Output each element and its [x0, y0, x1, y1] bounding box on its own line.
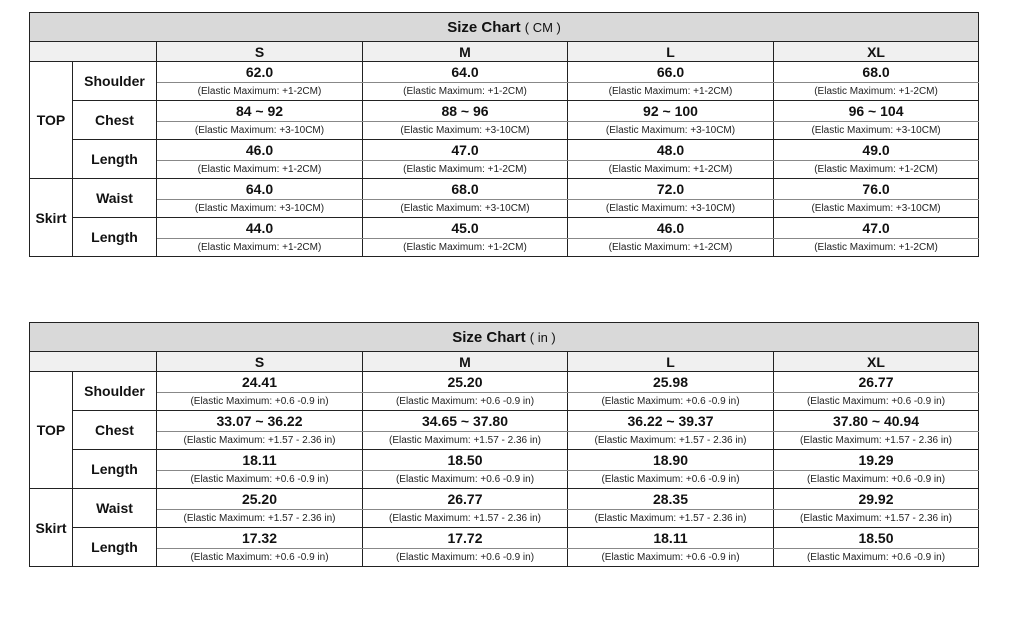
elastic-note: (Elastic Maximum: +0.6 -0.9 in) [774, 393, 979, 411]
measurement-value: 24.41 [157, 372, 363, 393]
measurement-label: Length [73, 218, 157, 257]
header-spacer [30, 352, 157, 372]
table-row-note [30, 239, 979, 257]
size-header-row [30, 352, 979, 372]
measurement-value: 64.0 [157, 179, 363, 200]
size-header: M [363, 42, 568, 62]
group-label: Skirt [30, 489, 73, 567]
elastic-note: (Elastic Maximum: +1.57 - 2.36 in) [568, 432, 774, 450]
measurement-value: 47.0 [363, 140, 568, 161]
table-row-note [30, 122, 979, 140]
elastic-note: (Elastic Maximum: +0.6 -0.9 in) [363, 393, 568, 411]
elastic-note: (Elastic Maximum: +1-2CM) [363, 239, 568, 257]
elastic-note: (Elastic Maximum: +1-2CM) [363, 161, 568, 179]
chart-title: Size Chart [447, 18, 521, 36]
measurement-label: Waist [73, 489, 157, 528]
elastic-note: (Elastic Maximum: +1-2CM) [568, 239, 774, 257]
measurement-value: 47.0 [774, 218, 979, 239]
table-row [30, 140, 979, 161]
measurement-value: 68.0 [363, 179, 568, 200]
size-header: L [568, 42, 774, 62]
table-row-note [30, 200, 979, 218]
elastic-note: (Elastic Maximum: +3-10CM) [568, 122, 774, 140]
elastic-note: (Elastic Maximum: +0.6 -0.9 in) [774, 471, 979, 489]
size-header: XL [774, 352, 979, 372]
elastic-note: (Elastic Maximum: +0.6 -0.9 in) [774, 549, 979, 567]
header-spacer [30, 42, 157, 62]
measurement-value: 44.0 [157, 218, 363, 239]
title-row [30, 323, 979, 352]
measurement-label: Chest [73, 411, 157, 450]
elastic-note: (Elastic Maximum: +1-2CM) [568, 161, 774, 179]
measurement-value: 25.20 [157, 489, 363, 510]
table-row [30, 372, 979, 393]
table-row [30, 489, 979, 510]
elastic-note: (Elastic Maximum: +0.6 -0.9 in) [157, 393, 363, 411]
elastic-note: (Elastic Maximum: +1.57 - 2.36 in) [774, 510, 979, 528]
measurement-value: 25.20 [363, 372, 568, 393]
group-label: Skirt [30, 179, 73, 257]
size-chart-inches [29, 322, 979, 567]
size-chart-body [30, 323, 979, 567]
elastic-note: (Elastic Maximum: +1.57 - 2.36 in) [157, 510, 363, 528]
chart-title: Size Chart [452, 328, 526, 346]
size-chart-cm [29, 12, 979, 257]
chart-title-cell [30, 13, 979, 42]
measurement-value: 46.0 [157, 140, 363, 161]
measurement-value: 26.77 [363, 489, 568, 510]
measurement-value: 37.80 ~ 40.94 [774, 411, 979, 432]
elastic-note: (Elastic Maximum: +1-2CM) [774, 83, 979, 101]
measurement-value: 48.0 [568, 140, 774, 161]
measurement-value: 92 ~ 100 [568, 101, 774, 122]
elastic-note: (Elastic Maximum: +3-10CM) [157, 200, 363, 218]
size-chart-body [30, 13, 979, 257]
table-row-note [30, 510, 979, 528]
measurement-value: 18.50 [363, 450, 568, 471]
group-label: TOP [30, 62, 73, 179]
elastic-note: (Elastic Maximum: +1-2CM) [774, 239, 979, 257]
measurement-value: 84 ~ 92 [157, 101, 363, 122]
table-row-note [30, 432, 979, 450]
elastic-note: (Elastic Maximum: +3-10CM) [774, 200, 979, 218]
table-row [30, 62, 979, 83]
elastic-note: (Elastic Maximum: +1.57 - 2.36 in) [568, 510, 774, 528]
elastic-note: (Elastic Maximum: +1.57 - 2.36 in) [774, 432, 979, 450]
measurement-value: 49.0 [774, 140, 979, 161]
measurement-label: Chest [73, 101, 157, 140]
measurement-value: 17.72 [363, 528, 568, 549]
group-label: TOP [30, 372, 73, 489]
table-row [30, 528, 979, 549]
measurement-value: 18.90 [568, 450, 774, 471]
table-row [30, 101, 979, 122]
measurement-value: 76.0 [774, 179, 979, 200]
chart-unit: ( in ) [529, 329, 556, 345]
measurement-value: 17.32 [157, 528, 363, 549]
table-row-note [30, 393, 979, 411]
size-header: S [157, 42, 363, 62]
measurement-value: 33.07 ~ 36.22 [157, 411, 363, 432]
measurement-value: 19.29 [774, 450, 979, 471]
chart-title-cell [30, 323, 979, 352]
elastic-note: (Elastic Maximum: +1-2CM) [774, 161, 979, 179]
table-row [30, 411, 979, 432]
measurement-value: 64.0 [363, 62, 568, 83]
size-header: L [568, 352, 774, 372]
measurement-value: 45.0 [363, 218, 568, 239]
size-header-row [30, 42, 979, 62]
size-header: S [157, 352, 363, 372]
measurement-value: 34.65 ~ 37.80 [363, 411, 568, 432]
measurement-value: 96 ~ 104 [774, 101, 979, 122]
measurement-label: Length [73, 140, 157, 179]
measurement-value: 28.35 [568, 489, 774, 510]
elastic-note: (Elastic Maximum: +3-10CM) [157, 122, 363, 140]
elastic-note: (Elastic Maximum: +1-2CM) [157, 83, 363, 101]
elastic-note: (Elastic Maximum: +1.57 - 2.36 in) [363, 432, 568, 450]
chart-unit: ( CM ) [524, 19, 561, 35]
measurement-value: 29.92 [774, 489, 979, 510]
measurement-value: 66.0 [568, 62, 774, 83]
elastic-note: (Elastic Maximum: +1-2CM) [157, 161, 363, 179]
measurement-value: 18.11 [157, 450, 363, 471]
size-header: XL [774, 42, 979, 62]
elastic-note: (Elastic Maximum: +0.6 -0.9 in) [157, 549, 363, 567]
table-row [30, 179, 979, 200]
measurement-value: 18.11 [568, 528, 774, 549]
elastic-note: (Elastic Maximum: +0.6 -0.9 in) [157, 471, 363, 489]
table-row [30, 450, 979, 471]
measurement-value: 46.0 [568, 218, 774, 239]
elastic-note: (Elastic Maximum: +1-2CM) [363, 83, 568, 101]
elastic-note: (Elastic Maximum: +0.6 -0.9 in) [568, 471, 774, 489]
elastic-note: (Elastic Maximum: +1-2CM) [568, 83, 774, 101]
elastic-note: (Elastic Maximum: +0.6 -0.9 in) [363, 549, 568, 567]
measurement-value: 26.77 [774, 372, 979, 393]
measurement-label: Length [73, 450, 157, 489]
measurement-value: 88 ~ 96 [363, 101, 568, 122]
table-row-note [30, 83, 979, 101]
measurement-label: Shoulder [73, 62, 157, 101]
elastic-note: (Elastic Maximum: +0.6 -0.9 in) [568, 549, 774, 567]
elastic-note: (Elastic Maximum: +1-2CM) [157, 239, 363, 257]
title-row [30, 13, 979, 42]
measurement-value: 25.98 [568, 372, 774, 393]
elastic-note: (Elastic Maximum: +3-10CM) [363, 122, 568, 140]
table-row-note [30, 549, 979, 567]
measurement-value: 62.0 [157, 62, 363, 83]
elastic-note: (Elastic Maximum: +3-10CM) [774, 122, 979, 140]
table-row [30, 218, 979, 239]
measurement-value: 36.22 ~ 39.37 [568, 411, 774, 432]
table-row-note [30, 471, 979, 489]
elastic-note: (Elastic Maximum: +1.57 - 2.36 in) [363, 510, 568, 528]
elastic-note: (Elastic Maximum: +1.57 - 2.36 in) [157, 432, 363, 450]
elastic-note: (Elastic Maximum: +3-10CM) [568, 200, 774, 218]
measurement-label: Length [73, 528, 157, 567]
table-row-note [30, 161, 979, 179]
measurement-value: 18.50 [774, 528, 979, 549]
elastic-note: (Elastic Maximum: +0.6 -0.9 in) [363, 471, 568, 489]
measurement-value: 72.0 [568, 179, 774, 200]
size-header: M [363, 352, 568, 372]
elastic-note: (Elastic Maximum: +3-10CM) [363, 200, 568, 218]
measurement-value: 68.0 [774, 62, 979, 83]
elastic-note: (Elastic Maximum: +0.6 -0.9 in) [568, 393, 774, 411]
measurement-label: Waist [73, 179, 157, 218]
measurement-label: Shoulder [73, 372, 157, 411]
